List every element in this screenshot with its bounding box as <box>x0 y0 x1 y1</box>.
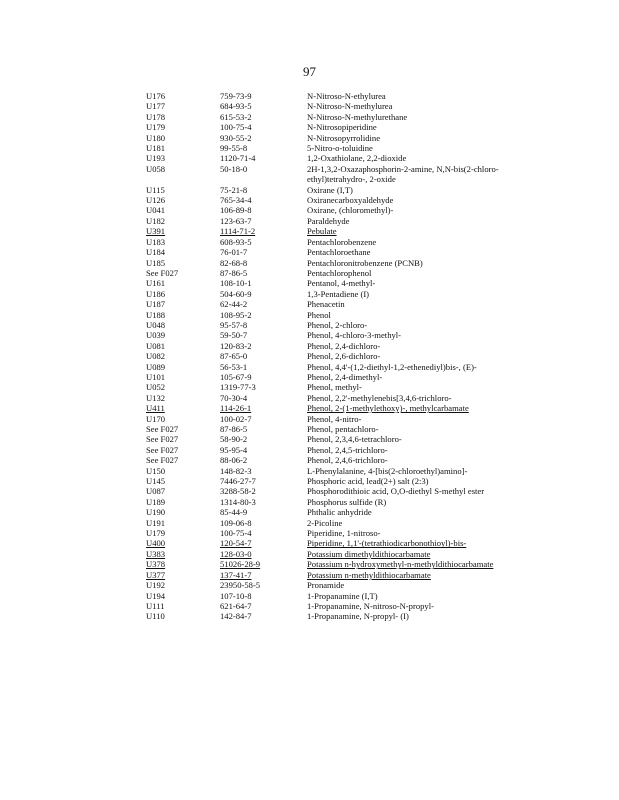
table-row <box>146 351 547 361</box>
chemical-name-cell: Oxiranecarboxyaldehyde <box>307 195 394 206</box>
chemical-name-cell: Phenol, 4,4'-(1,2-diethyl-1,2-ethenediyl)bis-, (E)- <box>307 361 477 372</box>
cas-number-cell: 88-06-2 <box>220 455 248 466</box>
table-row <box>146 112 547 122</box>
table-row <box>146 278 547 288</box>
chemical-name-cell: Phenol, methyl- <box>307 382 362 393</box>
waste-code-cell: U193 <box>146 153 166 164</box>
cas-number-cell: 59-50-7 <box>220 330 248 341</box>
cas-number-cell: 684-93-5 <box>220 101 252 112</box>
chemical-name-cell: Phthalic anhydride <box>307 507 372 518</box>
cas-number-cell: 1114-71-2 <box>220 226 256 237</box>
waste-code-cell: U111 <box>146 600 165 611</box>
table-row <box>146 518 547 528</box>
cas-number-cell: 7446-27-7 <box>220 476 256 487</box>
table-row <box>146 258 547 268</box>
cas-number-cell: 95-57-8 <box>220 319 248 330</box>
waste-code-cell: U184 <box>146 247 166 258</box>
waste-code-cell: U177 <box>146 101 166 112</box>
chemical-name-cell: Phenol, 2,4,6-trichloro- <box>307 455 388 466</box>
table-row <box>146 393 547 403</box>
table-row <box>146 591 547 601</box>
chemical-name-cell: Phenol, 2,4-dimethyl- <box>307 371 383 382</box>
chemical-name-cell: Piperidine, 1-nitroso- <box>307 528 381 539</box>
cas-number-cell: 504-60-9 <box>220 288 252 299</box>
chemical-name-cell: Pentachloroethane <box>307 247 371 258</box>
waste-code-cell: See F027 <box>146 424 179 434</box>
chemical-name-cell: Phosphorodithioic acid, O,O-diethyl S-methyl ester <box>307 486 485 497</box>
table-row <box>146 414 547 424</box>
cas-number-cell: 95-95-4 <box>220 444 248 455</box>
waste-code-cell: U161 <box>146 278 166 289</box>
table-row <box>146 434 547 444</box>
table-row <box>146 237 547 247</box>
waste-code-cell: U186 <box>146 288 166 299</box>
waste-code-cell: U179 <box>146 122 166 133</box>
waste-code-cell: U194 <box>146 590 166 601</box>
table-row <box>146 486 547 496</box>
waste-code-cell: U180 <box>146 132 166 143</box>
waste-code-cell: U087 <box>146 486 166 497</box>
chemical-name-cell: Potassium n-hydroxymethyl-n-methyldithiocarbamate <box>307 559 494 570</box>
chemical-name-cell: 2-Picoline <box>307 517 343 528</box>
cas-number-cell: 100-02-7 <box>220 413 252 424</box>
chemical-name-cell: Pentanol, 4-methyl- <box>307 278 376 289</box>
chemical-name-cell: Pentachloronitrobenzene (PCNB) <box>307 257 423 268</box>
waste-code-cell: U110 <box>146 611 165 622</box>
cas-number-cell: 100-75-4 <box>220 528 252 539</box>
chemical-name-cell: N-Nitrosopyrrolidine <box>307 132 381 143</box>
waste-code-cell: U187 <box>146 299 166 310</box>
table-row <box>146 497 547 507</box>
waste-code-cell: U191 <box>146 517 166 528</box>
cas-number-cell: 51026-28-9 <box>220 559 261 570</box>
table-row <box>146 549 547 559</box>
waste-code-cell: U048 <box>146 319 166 330</box>
chemical-name-cell: N-Nitroso-N-methylurethane <box>307 111 408 122</box>
page-number: 97 <box>303 64 316 79</box>
chemical-name-cell: Phenol, 2,2'-methylenebis[3,4,6-trichloro- <box>307 392 452 403</box>
chemical-name-cell: L-Phenylalanine, 4-[bis(2-chloroethyl)amino]- <box>307 465 468 476</box>
table-row <box>146 299 547 309</box>
waste-code-cell: U041 <box>146 205 166 216</box>
table-row <box>146 133 547 143</box>
waste-code-cell: U052 <box>146 382 166 393</box>
chemical-name-cell: Phenol, 4-nitro- <box>307 413 362 424</box>
chemical-name-cell: Phenol, 2,3,4,6-tetrachloro- <box>307 434 402 445</box>
waste-code-cell: U400 <box>146 538 166 549</box>
table-row <box>146 185 547 195</box>
cas-number-cell: 75-21-8 <box>220 184 248 195</box>
cas-number-cell: 759-73-9 <box>220 91 252 101</box>
chemical-name-cell: 1-Propanamine, N-propyl- (I) <box>307 611 409 622</box>
waste-code-cell: U377 <box>146 569 166 580</box>
cas-number-cell: 82-68-8 <box>220 257 248 268</box>
waste-code-cell: See F027 <box>146 267 179 278</box>
table-row <box>146 507 547 517</box>
cas-number-cell: 87-86-5 <box>220 424 248 434</box>
table-row <box>146 403 547 413</box>
chemical-name-cell: 5-Nitro-o-toluidine <box>307 143 373 154</box>
cas-number-cell: 608-93-5 <box>220 236 252 247</box>
table-row <box>146 226 547 236</box>
waste-code-cell: U411 <box>146 403 165 414</box>
waste-code-cell: See F027 <box>146 434 179 445</box>
chemical-name-cell: Phenol, 2-(1-methylethoxy)-, methylcarbamate <box>307 403 469 414</box>
chemical-name-cell: Potassium dimethyldithiocarbamate <box>307 548 431 559</box>
cas-number-cell: 85-44-9 <box>220 507 248 518</box>
cas-number-cell: 1319-77-3 <box>220 382 256 393</box>
cas-number-cell: 23950-58-5 <box>220 580 261 591</box>
cas-number-cell: 56-53-1 <box>220 361 248 372</box>
waste-code-cell: U145 <box>146 476 166 487</box>
chemical-name-cell: Piperidine, 1,1'-(tetrathiodicarbonothioyl)-bis- <box>307 538 467 549</box>
cas-number-cell: 765-34-4 <box>220 195 252 206</box>
chemical-name-cell: Phenol, 2,6-dichloro- <box>307 351 381 362</box>
table-row <box>146 330 547 340</box>
chemical-name-cell: Phenol <box>307 309 331 320</box>
cas-number-cell: 76-01-7 <box>220 247 248 258</box>
waste-code-cell: U383 <box>146 548 166 559</box>
table-row <box>146 424 547 434</box>
cas-number-cell: 3288-58-2 <box>220 486 256 497</box>
cas-number-cell: 62-44-2 <box>220 299 248 310</box>
chemical-name-cell: N-Nitrosopiperidine <box>307 122 377 133</box>
cas-number-cell: 99-55-8 <box>220 143 248 154</box>
waste-code-cell: U115 <box>146 184 165 195</box>
cas-number-cell: 148-82-3 <box>220 465 252 476</box>
cas-number-cell: 615-53-2 <box>220 111 252 122</box>
table-row <box>146 382 547 392</box>
waste-code-cell: U082 <box>146 351 166 362</box>
cas-number-cell: 106-89-8 <box>220 205 252 216</box>
table-row <box>146 195 547 205</box>
cas-number-cell: 114-26-1 <box>220 403 252 414</box>
table-row <box>146 164 547 185</box>
table-row <box>146 445 547 455</box>
cas-number-cell: 105-67-9 <box>220 371 252 382</box>
cas-number-cell: 930-55-2 <box>220 132 252 143</box>
waste-code-cell: U378 <box>146 559 166 570</box>
hazardous-waste-table <box>146 91 547 622</box>
waste-code-cell: U176 <box>146 91 166 101</box>
waste-code-cell: U132 <box>146 392 166 403</box>
cas-number-cell: 142-84-7 <box>220 611 252 622</box>
chemical-name-cell: Phenol, 2-chloro- <box>307 319 368 330</box>
table-row <box>146 611 547 621</box>
table-row <box>146 91 547 101</box>
cas-number-cell: 58-90-2 <box>220 434 248 445</box>
table-row <box>146 570 547 580</box>
waste-code-cell: U039 <box>146 330 166 341</box>
chemical-name-cell: Pebulate <box>307 226 337 237</box>
waste-code-cell: U391 <box>146 226 166 237</box>
chemical-name-cell: Phenol, 2,4-dichloro- <box>307 340 381 351</box>
waste-code-cell: U192 <box>146 580 166 591</box>
table-row <box>146 143 547 153</box>
cas-number-cell: 87-86-5 <box>220 267 248 278</box>
chemical-name-cell: Phenol, 2,4,5-trichloro- <box>307 444 388 455</box>
table-row <box>146 341 547 351</box>
cas-number-cell: 1120-71-4 <box>220 153 256 164</box>
table-row <box>146 466 547 476</box>
table-row <box>146 372 547 382</box>
table-row <box>146 528 547 538</box>
cas-number-cell: 128-03-0 <box>220 548 252 559</box>
chemical-name-cell: 1,3-Pentadiene (I) <box>307 288 370 299</box>
table-row <box>146 268 547 278</box>
waste-code-cell: U179 <box>146 528 166 539</box>
table-row <box>146 216 547 226</box>
waste-code-cell: See F027 <box>146 455 179 466</box>
chemical-name-cell: Oxirane, (chloromethyl)- <box>307 205 394 216</box>
cas-number-cell: 109-06-8 <box>220 517 252 528</box>
waste-code-cell: U185 <box>146 257 166 268</box>
waste-code-cell: U126 <box>146 195 166 206</box>
chemical-name-cell: Phosphorus sulfide (R) <box>307 496 387 507</box>
table-row <box>146 320 547 330</box>
chemical-name-cell: Phenacetin <box>307 299 345 310</box>
waste-code-cell: U089 <box>146 361 166 372</box>
table-row <box>146 362 547 372</box>
table-row <box>146 559 547 569</box>
table-row <box>146 580 547 590</box>
table-row <box>146 310 547 320</box>
cas-number-cell: 107-10-8 <box>220 590 252 601</box>
waste-code-cell: See F027 <box>146 444 179 455</box>
cas-number-cell: 108-95-2 <box>220 309 252 320</box>
waste-code-cell: U182 <box>146 215 166 226</box>
cas-number-cell: 123-63-7 <box>220 215 252 226</box>
waste-code-cell: U058 <box>146 163 166 174</box>
waste-code-cell: U150 <box>146 465 166 476</box>
cas-number-cell: 50-18-0 <box>220 163 248 174</box>
cas-number-cell: 108-10-1 <box>220 278 252 289</box>
table-row <box>146 122 547 132</box>
table-row <box>146 289 547 299</box>
waste-code-cell: U178 <box>146 111 166 122</box>
cas-number-cell: 100-75-4 <box>220 122 252 133</box>
table-row <box>146 247 547 257</box>
chemical-name-cell: Potassium n-methyldithiocarbamate <box>307 569 431 580</box>
waste-code-cell: U183 <box>146 236 166 247</box>
chemical-name-cell: N-Nitroso-N-ethylurea <box>307 91 386 101</box>
cas-number-cell: 120-83-2 <box>220 340 252 351</box>
chemical-name-cell: Phenol, 4-chloro-3-methyl- <box>307 330 402 341</box>
table-row <box>146 476 547 486</box>
waste-code-cell: U190 <box>146 507 166 518</box>
chemical-name-cell: Paraldehyde <box>307 215 350 226</box>
table-row <box>146 601 547 611</box>
chemical-name-cell: Pentachlorobenzene <box>307 236 377 247</box>
table-row <box>146 101 547 111</box>
waste-code-cell: U188 <box>146 309 166 320</box>
chemical-name-cell: 1-Propanamine, N-nitroso-N-propyl- <box>307 600 434 611</box>
table-body <box>146 91 547 622</box>
cas-number-cell: 621-64-7 <box>220 600 252 611</box>
chemical-name-cell: 1-Propanamine (I,T) <box>307 590 378 601</box>
chemical-name-cell: 1,2-Oxathiolane, 2,2-dioxide <box>307 153 407 164</box>
chemical-name-cell: Phosphoric acid, lead(2+) salt (2:3) <box>307 476 429 487</box>
cas-number-cell: 120-54-7 <box>220 538 252 549</box>
chemical-name-cell: 2H-1,3,2-Oxazaphosphorin-2-amine, N,N-bis(2-chloro-ethyl)tetrahydro-, 2-oxide <box>307 163 499 185</box>
table-row <box>146 455 547 465</box>
cas-number-cell: 1314-80-3 <box>220 496 256 507</box>
waste-code-cell: U170 <box>146 413 166 424</box>
cas-number-cell: 137-41-7 <box>220 569 252 580</box>
table-row <box>146 538 547 548</box>
waste-code-cell: U081 <box>146 340 166 351</box>
chemical-name-cell: Oxirane (I,T) <box>307 184 353 195</box>
waste-code-cell: U181 <box>146 143 166 154</box>
table-row <box>146 153 547 163</box>
chemical-name-cell: Phenol, pentachloro- <box>307 424 379 434</box>
chemical-name-cell: Pronamide <box>307 580 345 591</box>
chemical-name-cell: Pentachlorophenol <box>307 267 372 278</box>
cas-number-cell: 70-30-4 <box>220 392 248 403</box>
waste-code-cell: U189 <box>146 496 166 507</box>
chemical-name-cell: N-Nitroso-N-methylurea <box>307 101 393 112</box>
waste-code-cell: U101 <box>146 371 166 382</box>
table-row <box>146 205 547 215</box>
cas-number-cell: 87-65-0 <box>220 351 248 362</box>
